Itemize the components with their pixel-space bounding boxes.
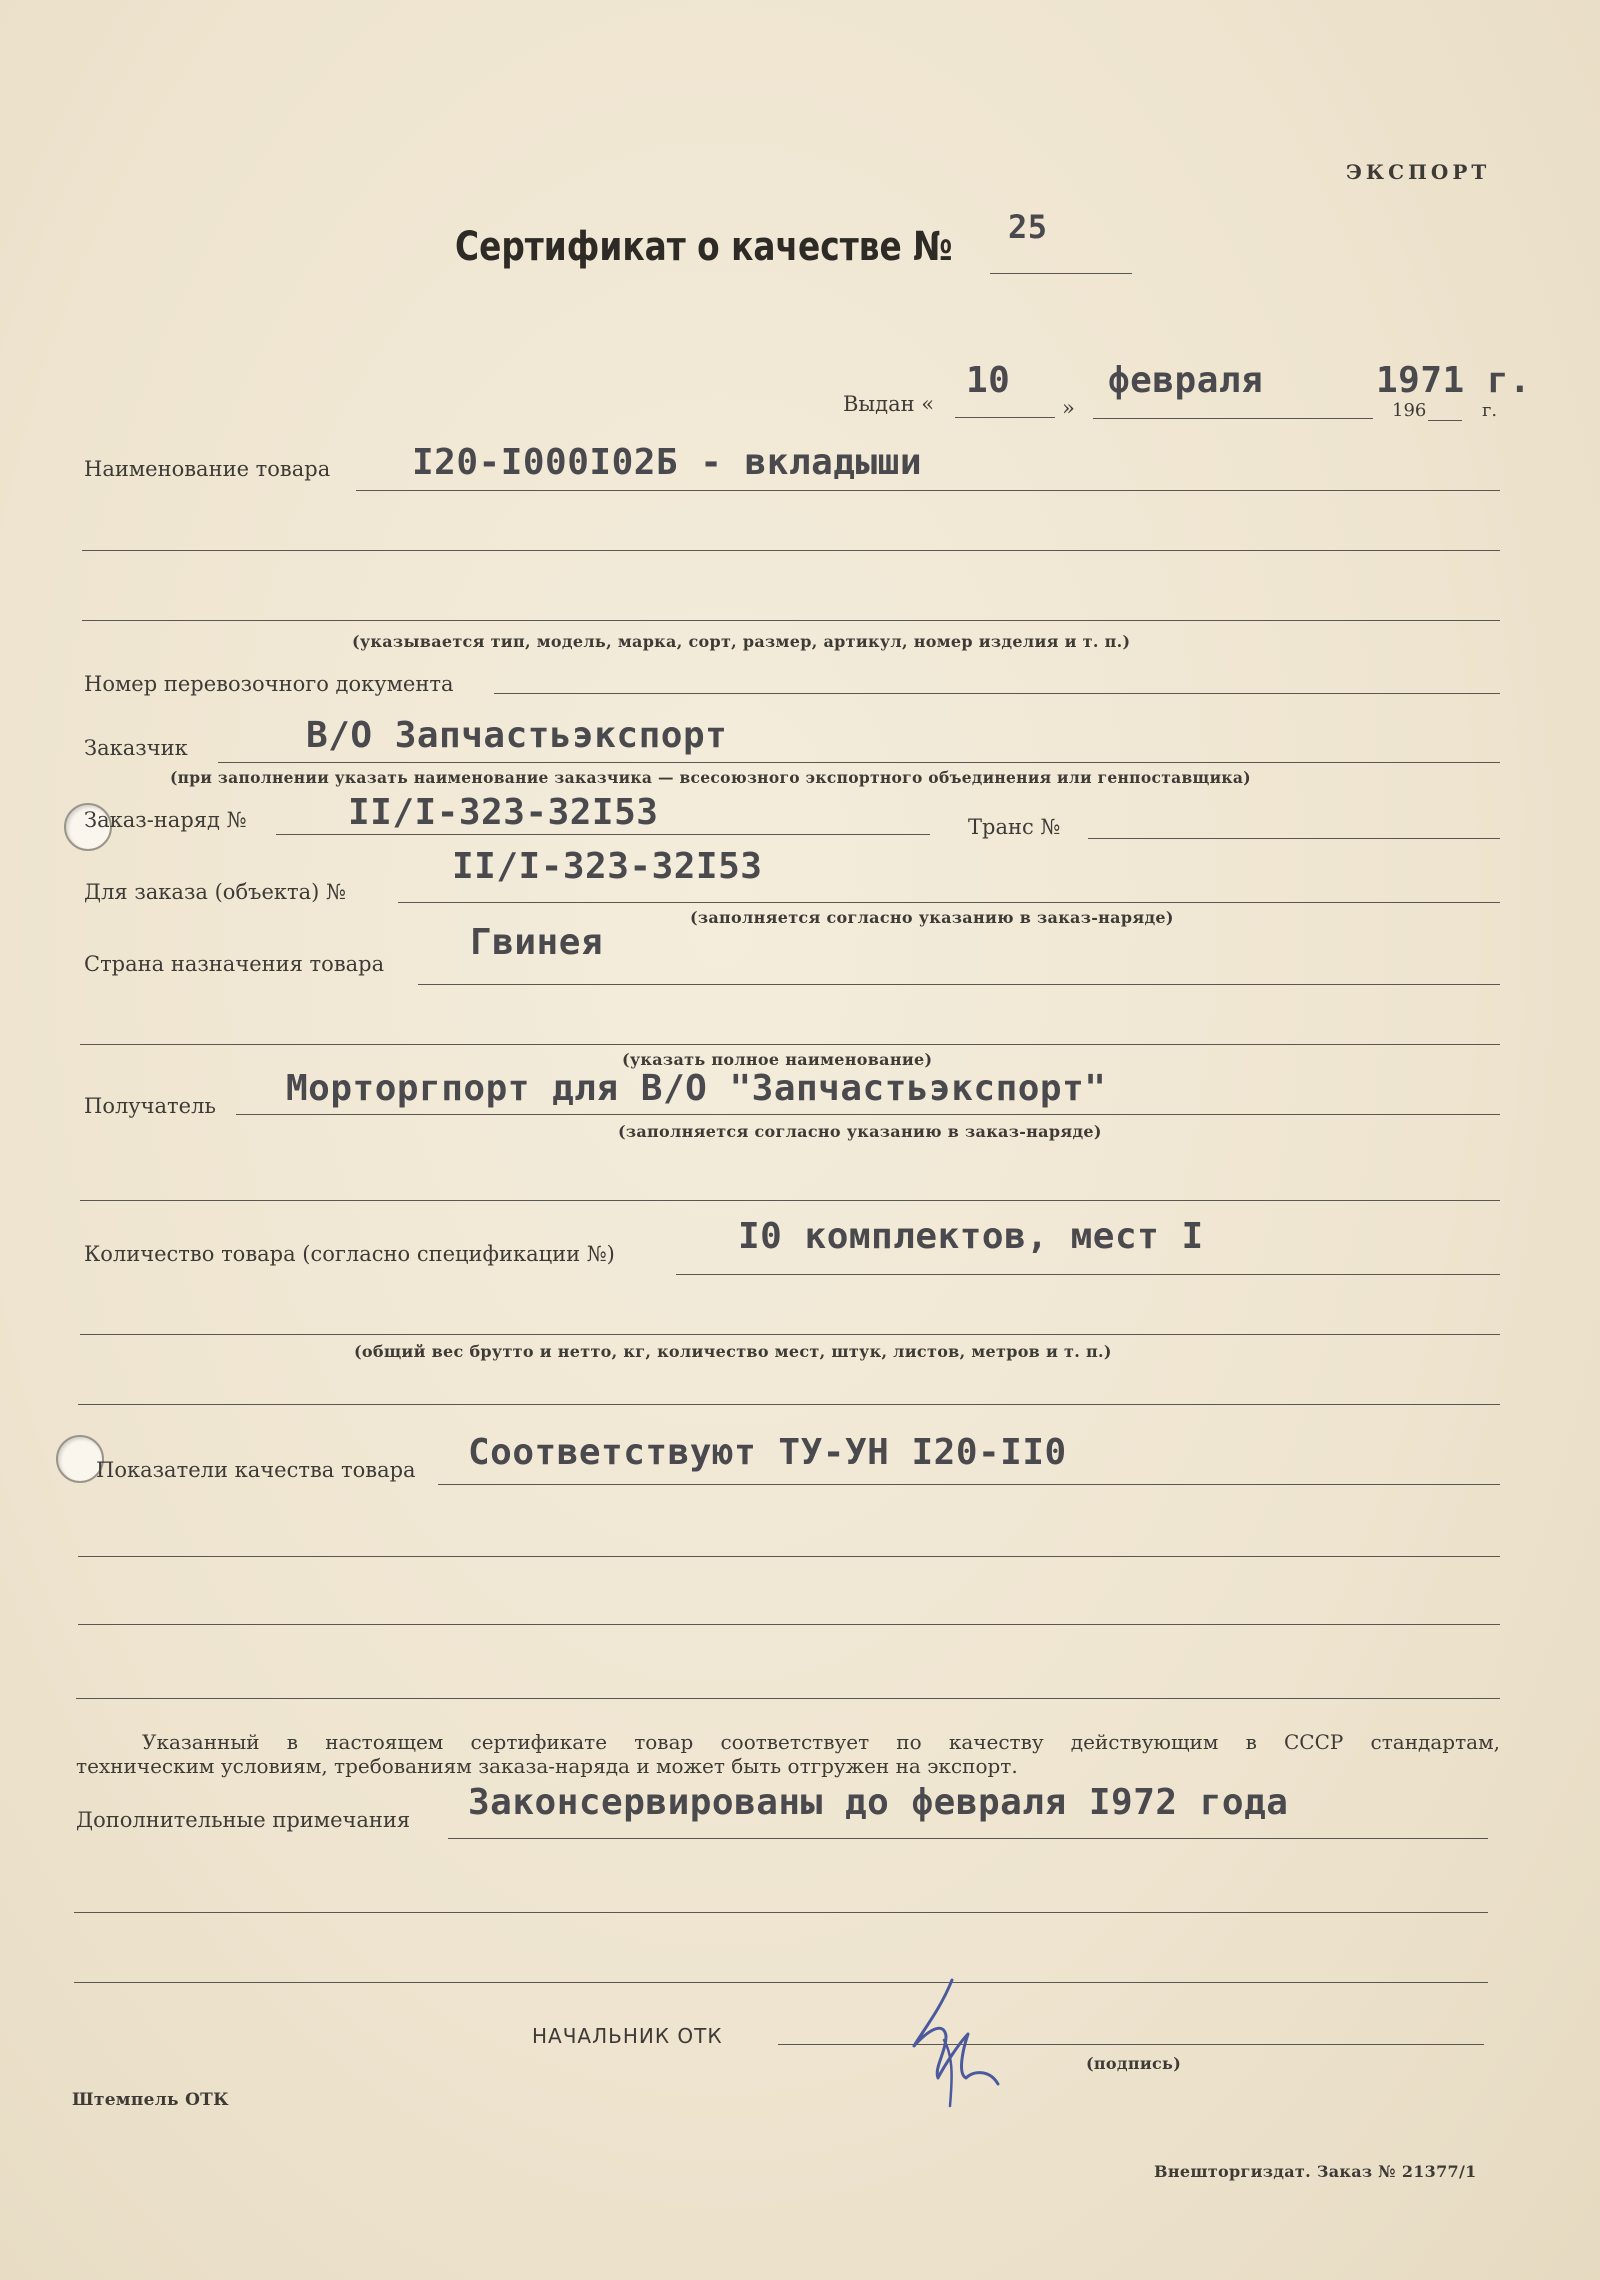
object-order-value: II/I-323-32I53 bbox=[452, 846, 763, 887]
signature-mark bbox=[900, 1970, 1010, 2120]
certificate-number: 25 bbox=[1008, 208, 1048, 246]
order-value: II/I-323-32I53 bbox=[348, 792, 659, 833]
product-label: Наименование товара bbox=[84, 457, 331, 481]
product-value: I20-I000I02Б - вкладыши bbox=[412, 442, 922, 483]
issued-year-suffix: г. bbox=[1482, 400, 1498, 421]
stamp-label: Штемпель ОТК bbox=[72, 2090, 229, 2110]
country-value: Гвинея bbox=[470, 922, 604, 963]
country-label: Страна назначения товара bbox=[84, 952, 385, 976]
country-hint: (указать полное наименование) bbox=[622, 1050, 933, 1069]
signature-hint: (подпись) bbox=[1086, 2054, 1182, 2073]
quantity-label: Количество товара (согласно спецификации №) bbox=[84, 1242, 615, 1266]
export-label: ЭКСПОРТ bbox=[1346, 160, 1491, 184]
quantity-value: I0 комплектов, мест I bbox=[738, 1216, 1204, 1257]
issued-month: февраля bbox=[1108, 360, 1264, 401]
signature-label: НАЧАЛЬНИК ОТК bbox=[532, 2024, 723, 2048]
recipient-hint: (заполняется согласно указанию в заказ-наряде) bbox=[618, 1122, 1102, 1141]
certificate-title: Сертификат о качестве № bbox=[455, 224, 953, 270]
trans-label: Транс № bbox=[968, 815, 1061, 839]
customer-label: Заказчик bbox=[84, 736, 188, 760]
object-order-label: Для заказа (объекта) № bbox=[84, 880, 346, 904]
issued-day: 10 bbox=[966, 360, 1011, 401]
quantity-hint: (общий вес брутто и нетто, кг, количество мест, штук, листов, метров и т. п.) bbox=[354, 1342, 1112, 1361]
statement-line-1: Указанный в настоящем сертификате товар соответствует по качеству действующим в СССР стандартам, bbox=[142, 1730, 1500, 1754]
customer-value: В/О Запчастьэкспорт bbox=[306, 715, 728, 756]
issued-label: Выдан « bbox=[843, 392, 935, 416]
statement-line-2: техническим условиям, требованиям заказа-наряда и может быть отгружен на экспорт. bbox=[76, 1754, 1018, 1778]
quality-value: Соответствуют ТУ-УН I20-II0 bbox=[468, 1432, 1067, 1473]
statement-text bbox=[76, 1730, 1500, 1778]
customer-hint: (при заполнении указать наименование заказчика — всесоюзного экспортного объединения или генпоставщика) bbox=[170, 768, 1251, 787]
object-order-hint: (заполняется согласно указанию в заказ-наряде) bbox=[690, 908, 1174, 927]
footer-text: Внешторгиздат. Заказ № 21377/1 bbox=[1154, 2162, 1477, 2181]
product-hint: (указывается тип, модель, марка, сорт, размер, артикул, номер изделия и т. п.) bbox=[352, 632, 1131, 651]
notes-label: Дополнительные примечания bbox=[76, 1808, 411, 1832]
issued-mid: » bbox=[1062, 396, 1075, 420]
recipient-value: Морторгпорт для В/О "Запчастьэкспорт" bbox=[286, 1068, 1107, 1109]
transport-doc-label: Номер перевозочного документа bbox=[84, 672, 454, 696]
issued-year-print: 196 bbox=[1392, 400, 1427, 421]
recipient-label: Получатель bbox=[84, 1094, 216, 1118]
issued-year: 1971 г. bbox=[1376, 360, 1532, 401]
quality-label: Показатели качества товара bbox=[96, 1458, 416, 1482]
order-label: Заказ-наряд № bbox=[84, 808, 247, 832]
notes-value: Законсервированы до февраля I972 года bbox=[468, 1782, 1289, 1823]
